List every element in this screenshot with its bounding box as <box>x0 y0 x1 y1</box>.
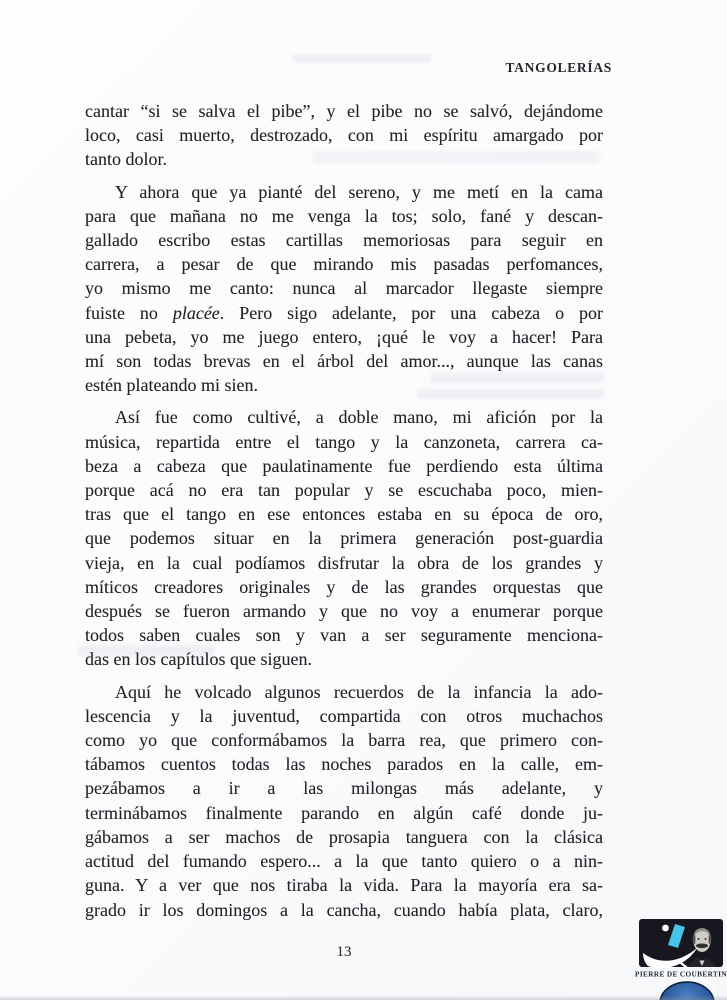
text-line: vieja, en la cual podíamos disfrutar la obra de los grandes y <box>85 552 603 573</box>
text-line: carrera, a pesar de que mirando mis pasadas perfomances, <box>85 254 603 275</box>
text-line: música, repartida entre el tango y la canzoneta, carrera ca- <box>85 431 603 452</box>
text-line: cantar “si se salva el pibe”, y el pibe no se salvó, dejándome <box>85 101 603 121</box>
text-line: loco, casi muerto, destrozado, con mi espíritu amargado por <box>85 125 603 146</box>
text-line: porque acá no era tan popular y se escuchaba poco, mien- <box>85 480 603 501</box>
page-number: 13 <box>336 944 352 960</box>
text-line: Y ahora que ya pianté del sereno, y me metí en la cama <box>115 181 603 202</box>
text-line: tras que el tango en ese entonces estaba en su época de oro, <box>85 504 603 525</box>
paragraph <box>85 180 603 398</box>
publisher-logo <box>635 915 727 1000</box>
running-head: TANGOLERÍAS <box>505 60 612 75</box>
pierre-de-coubertin-logo-icon <box>635 915 727 1000</box>
text-line: todos saben cuales son y van a ser seguramente menciona- <box>85 625 603 646</box>
logo-label: PIERRE DE COUBERTIN <box>635 969 727 979</box>
text-line: yo mismo me canto: nunca al marcador llegaste siempre <box>85 278 603 299</box>
text-line: tábamos cuentos todas las noches parados en la calle, em- <box>85 754 603 775</box>
text-line: guna. Y a ver que nos tiraba la vida. Para la mayoría era sa- <box>85 875 603 896</box>
text-line: grado ir los domingos a la cancha, cuando había plata, claro, <box>85 899 603 920</box>
text-line: fuiste no placée. Pero sigo adelante, por una cabeza o por <box>85 302 603 323</box>
text-line: una pebeta, yo me juego entero, ¡qué le voy a hacer! Para <box>85 326 603 347</box>
text-line: pezábamos a ir a las milongas más adelante, y <box>85 778 603 799</box>
text-line: gallado escribo estas cartillas memoriosas para seguir en <box>85 230 603 251</box>
text-line: tanto dolor. <box>85 149 167 170</box>
text-line: para que mañana no me venga la tos; solo, fané y descan- <box>85 205 603 226</box>
text-line: como yo que conformábamos la barra rea, que primero con- <box>85 730 603 751</box>
paragraph <box>85 680 603 922</box>
text-line: lescencia y la juventud, compartida con otros muchachos <box>85 705 603 726</box>
paragraph <box>85 405 603 671</box>
text-line: después se fueron armando y que no voy a enumerar porque <box>85 601 603 622</box>
text-line: gábamos a ser machos de prosapia tanguera con la clásica <box>85 826 603 847</box>
text-line: das en los capítulos que siguen. <box>85 649 312 670</box>
text-line: que podemos situar en la primera generación post-guardia <box>85 528 603 549</box>
scan-edge-shadow <box>0 995 727 1000</box>
body-paragraphs <box>85 99 603 922</box>
text-line: mí son todas brevas en el árbol del amor..., aunque las canas <box>85 351 603 372</box>
text-line: míticos creadores originales y de las grandes orquestas que <box>85 576 603 597</box>
text-line: beza a cabeza que paulatinamente fue perdiendo esta última <box>85 455 603 476</box>
text-line: Aquí he volcado algunos recuerdos de la infancia la ado- <box>115 681 603 702</box>
text-line: Así fue como cultivé, a doble mano, mi afición por la <box>115 407 603 428</box>
text-line: terminábamos finalmente parando en algún café donde ju- <box>85 802 603 823</box>
paragraph <box>85 99 603 172</box>
text-line: actitud del fumando espero... a la que tanto quiero o a nin- <box>85 851 603 872</box>
text-line: estén plateando mi sien. <box>85 375 258 396</box>
